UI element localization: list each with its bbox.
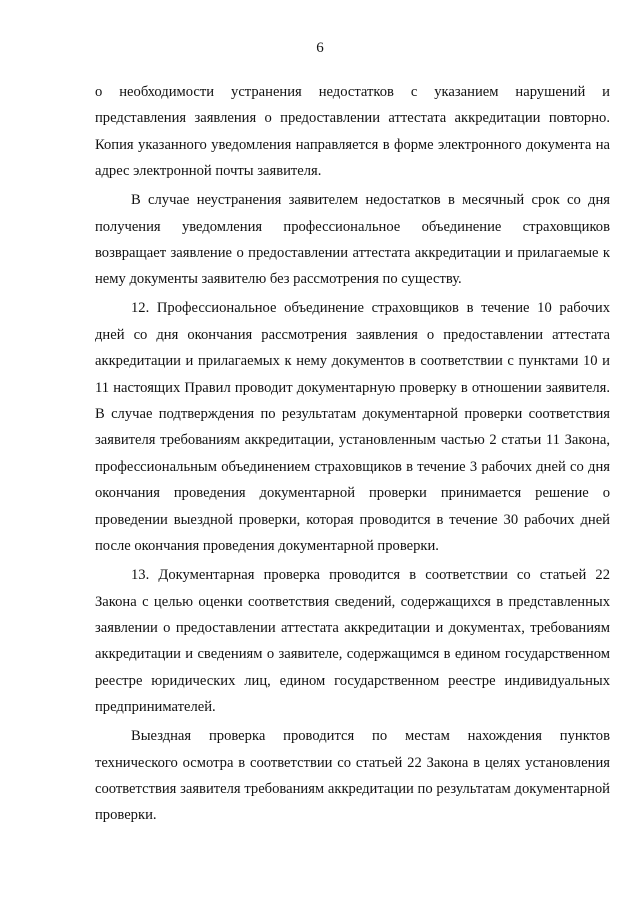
document-body (95, 79, 610, 831)
paragraph-item-13: 13. Документарная проверка проводится в соответствии со статьей 22 Закона с целью оценки соответствия сведений, содержащихся в представленных заявлении о предоставлении аттестата аккредитации и документах, требованиям аккредитации и сведениям о заявителе, содержащимся в едином государственном реестре юридических лиц, едином государственном реестре индивидуальных предпринимателей. (95, 567, 610, 716)
paragraph-item-12: 12. Профессиональное объединение страховщиков в течение 10 рабочих дней со дня окончания рассмотрения заявления о предоставлении аттестата аккредитации и прилагаемых к нему документов в соответствии с пунктами 10 и 11 настоящих Правил проводит документарную проверку в отношении заявителя. В случае подтверждения по результатам документарной проверки соответствия заявителя требованиям аккредитации, установленным частью 2 статьи 11 Закона, профессиональным объединением страховщиков в течение 3 рабочих дней со дня окончания проведения документарной проверки принимается решение о проведении выездной проверки, которая проводится в течение 30 рабочих дней после окончания проведения документарной проверки. (95, 300, 610, 555)
paragraph-onsite-inspection: Выездная проверка проводится по местам нахождения пунктов технического осмотра в соответствии со статьей 22 Закона в целях установления соответствия заявителя требованиям аккредитации по результатам документарной проверки. (95, 728, 610, 824)
paragraph-non-elimination: В случае неустранения заявителем недостатков в месячный срок со дня получения уведомления профессиональное объединение страховщиков возвращает заявление о предоставлении аттестата аккредитации и прилагаемые к нему документы заявителю без рассмотрения по существу. (95, 192, 610, 288)
page-number: 6 (316, 40, 324, 56)
paragraph-continuation: о необходимости устранения недостатков с указанием нарушений и представления заявления о предоставлении аттестата аккредитации повторно. Копия указанного уведомления направляется в форме электронного документа на адрес электронной почты заявителя. (95, 84, 610, 180)
